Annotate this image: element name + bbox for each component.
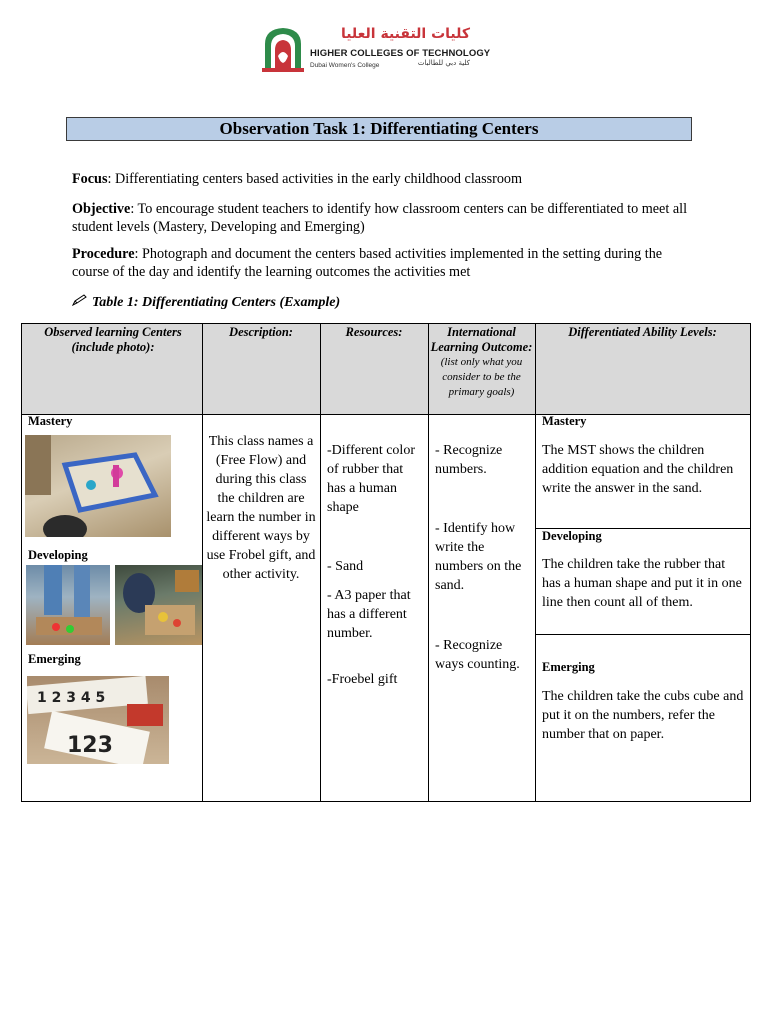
procedure-label: Procedure (72, 246, 135, 262)
column-divider (320, 324, 321, 801)
resource-item: -Froebel gift (327, 672, 398, 687)
table-caption (72, 294, 340, 311)
description-text: This class names a (Free Flow) and during this class the children are learn the number in different ways by use Frobel gift, and other activity. (206, 434, 316, 582)
row-divider (22, 414, 750, 415)
header-levels: Differentiated Ability Levels: (568, 325, 717, 339)
pencil-icon (72, 294, 88, 311)
focus-text: : Differentiating centers based activities in the early childhood classroom (107, 171, 523, 187)
photo-label-mastery: Mastery (28, 414, 73, 428)
column-divider (202, 324, 203, 801)
page-title: Observation Task 1: Differentiating Centers (66, 117, 692, 141)
college-name-english: HIGHER COLLEGES OF TECHNOLOGY (310, 48, 491, 59)
level-label-developing: Developing (542, 529, 602, 543)
header-centers: Observed learning Centers (include photo): (44, 325, 182, 354)
resource-item: -Different color of rubber that has a human shape (327, 443, 415, 515)
table-caption-text: Table 1: Differentiating Centers (Example) (92, 295, 341, 310)
centers-table (21, 323, 751, 802)
focus-label: Focus (72, 171, 108, 187)
procedure-text: : Photograph and document the centers based activities implemented in the setting during the course of the day and identify the learning outcomes the activities met (72, 246, 663, 280)
objective-paragraph (72, 200, 692, 236)
svg-text:123: 123 (67, 733, 113, 758)
header-description: Description: (229, 325, 293, 339)
resource-item: - A3 paper that has a different number. (327, 588, 411, 641)
photo-label-developing: Developing (28, 548, 88, 562)
emerging-photo (27, 676, 169, 764)
developing-photo-2 (115, 565, 202, 645)
header-outcome (430, 325, 533, 400)
objective-label: Objective (72, 201, 131, 217)
college-logo (262, 26, 491, 74)
focus-paragraph (72, 170, 692, 188)
header-outcome-note: (list only what you consider to be the primary goals) (440, 356, 523, 398)
outcome-item: - Recognize numbers. (435, 443, 503, 477)
campus-name-arabic: كلية دبي للطالبات (417, 59, 470, 67)
svg-text:1 2 3 4 5: 1 2 3 4 5 (37, 690, 106, 706)
level-label-emerging: Emerging (542, 660, 595, 674)
outcome-item: - Recognize ways counting. (435, 638, 520, 672)
level-label-mastery: Mastery (542, 414, 587, 428)
header-outcome-title: International Learning Outcome: (430, 325, 533, 354)
objective-text: : To encourage student teachers to identify how classroom centers can be differentiated to meet all student levels (Mastery, Developing and Emerging) (72, 201, 688, 235)
photo-label-emerging: Emerging (28, 652, 81, 666)
developing-photo-1 (26, 565, 110, 645)
column-divider (535, 324, 536, 801)
level-text-developing: The children take the rubber that has a human shape and put it in one line then count all of them. (542, 557, 742, 610)
procedure-paragraph (72, 245, 692, 281)
mastery-photo (25, 435, 171, 537)
college-name-arabic: كليات التقنية العليا (340, 26, 470, 42)
level-text-emerging: The children take the cubs cube and put it on the numbers, refer the number that on paper. (542, 689, 744, 742)
header-resources: Resources: (345, 325, 403, 339)
column-divider (428, 324, 429, 801)
outcome-item: - Identify how write the numbers on the sand. (435, 521, 522, 593)
resource-item: - Sand (327, 559, 364, 574)
row-divider (535, 634, 750, 635)
college-emblem-icon (262, 26, 304, 72)
campus-name: Dubai Women's College (310, 62, 380, 69)
level-text-mastery: The MST shows the children addition equation and the children write the answer in the sand. (542, 443, 734, 496)
